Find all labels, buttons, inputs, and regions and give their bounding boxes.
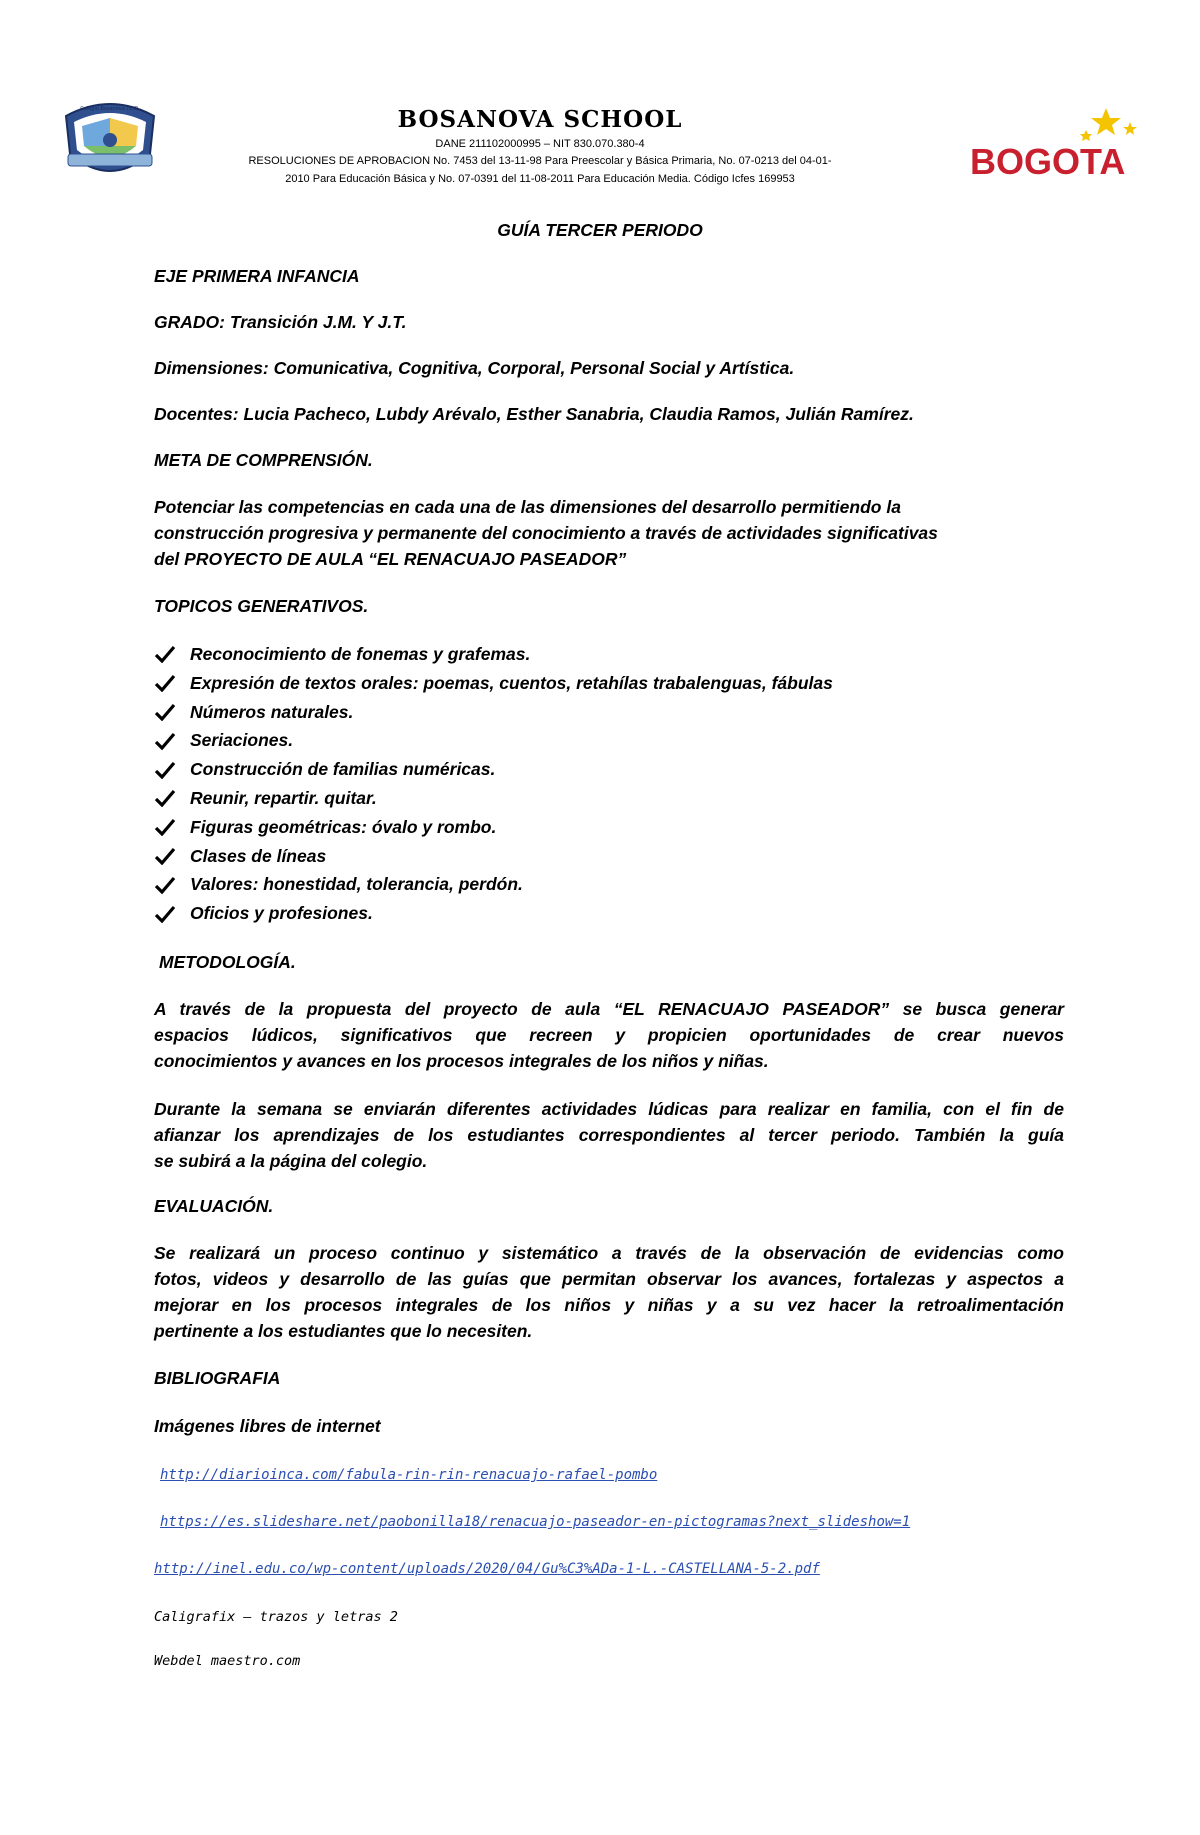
list-item (154, 640, 833, 669)
checkmark-icon (154, 905, 176, 923)
topico-text: Oficios y profesiones. (190, 903, 373, 924)
checkmark-icon (154, 645, 176, 663)
list-item (154, 726, 833, 755)
list-item (154, 813, 833, 842)
topico-text: Seriaciones. (190, 730, 294, 751)
list-item (154, 842, 833, 871)
checkmark-icon (154, 703, 176, 721)
evaluacion-paragraph (154, 1240, 1064, 1344)
bogota-wordmark: BOGOTA (970, 141, 1126, 182)
topico-text: Clases de líneas (190, 845, 327, 866)
webdel-line: Webdel maestro.com (154, 1653, 301, 1669)
list-item (154, 698, 833, 727)
bibliography-link-2[interactable]: https://es.slideshare.net/paobonilla18/renacuajo-paseador-en-pictogramas?next_slideshow=1 (160, 1514, 911, 1530)
dane-nit-line: DANE 211102000995 – NIT 830.070.380-4 (435, 138, 645, 150)
metodologia-line: espacios lúdicos, significativos que recreen y propicien oportunidades de crear nuevos (154, 1025, 1064, 1045)
bibliography-link-1[interactable]: http://diarioinca.com/fabula-rin-rin-renacuajo-rafael-pombo (160, 1467, 658, 1483)
metodologia-line: conocimientos y avances en los procesos integrales de los niños y niñas. (154, 1051, 769, 1071)
list-item (154, 870, 833, 899)
bogota-logo (968, 104, 1148, 196)
list-item (154, 899, 833, 928)
bibliografia-heading: BIBLIOGRAFIA (154, 1368, 281, 1388)
evaluacion-line: pertinente a los estudiantes que lo necesiten. (154, 1321, 533, 1341)
bibliography-link-3[interactable]: http://inel.edu.co/wp-content/uploads/2020/04/Gu%C3%ADa-1-L.-CASTELLANA-5-2.pdf (154, 1561, 820, 1577)
metodologia-line: Durante la semana se enviarán diferentes actividades lúdicas para realizar en familia, con el fin de (154, 1099, 1064, 1119)
topicos-list (154, 640, 833, 928)
topico-text: Figuras geométricas: óvalo y rombo. (190, 816, 497, 837)
metodologia-line: afianzar los aprendizajes de los estudiantes correspondientes al tercer periodo. También la guía (154, 1125, 1064, 1145)
resolutions-line-1: RESOLUCIONES DE APROBACION No. 7453 del 13-11-98 Para Preescolar y Básica Primaria, No. 07-0213 del 04-01- (248, 155, 832, 167)
star-icon (1080, 108, 1137, 141)
grado-line: GRADO: Transición J.M. Y J.T. (154, 312, 407, 332)
evaluacion-heading: EVALUACIÓN. (154, 1196, 274, 1216)
meta-heading: META DE COMPRENSIÓN. (154, 450, 373, 470)
checkmark-icon (154, 789, 176, 807)
topico-text: Reconocimiento de fonemas y grafemas. (190, 644, 531, 664)
caligrafix-line: Caligrafix – trazos y letras 2 (154, 1609, 398, 1625)
topico-text: Números naturales. (190, 701, 354, 722)
topicos-heading: TOPICOS GENERATIVOS. (154, 596, 369, 616)
meta-line: Potenciar las competencias en cada una de las dimensiones del desarrollo permitiendo la (154, 497, 901, 517)
school-crest-logo (60, 96, 160, 184)
checkmark-icon (154, 876, 176, 894)
guide-title: GUÍA TERCER PERIODO (497, 220, 703, 240)
resolutions-line-2: 2010 Para Educación Básica y No. 07-0391 del 11-08-2011 Para Educación Media. Código Icfes 169953 (285, 173, 795, 185)
meta-line: del PROYECTO DE AULA “EL RENACUAJO PASEADOR” (154, 549, 627, 569)
metodologia-paragraph-2 (154, 1096, 1064, 1174)
list-item (154, 755, 833, 784)
metodologia-line: se subirá a la página del colegio. (154, 1151, 428, 1171)
evaluacion-line: Se realizará un proceso continuo y sistemático a través de la observación de evidencias como (154, 1243, 1064, 1263)
topico-text: Reunir, repartir. quitar. (190, 787, 377, 808)
list-item (154, 784, 833, 813)
imagenes-line: Imágenes libres de internet (154, 1416, 381, 1436)
evaluacion-line: fotos, videos y desarrollo de las guías que permitan observar los avances, fortalezas y aspectos a (154, 1269, 1064, 1289)
checkmark-icon (154, 732, 176, 750)
meta-paragraph (154, 494, 1064, 572)
topico-text: Valores: honestidad, tolerancia, perdón. (190, 874, 523, 895)
crest-caption: Colegio Bosanova I.E.D. (80, 106, 140, 112)
topico-text: Expresión de textos orales: poemas, cuentos, retahílas trabalenguas, fábulas (190, 672, 833, 693)
docentes-line: Docentes: Lucia Pacheco, Lubdy Arévalo, Esther Sanabria, Claudia Ramos, Julián Ramírez. (154, 404, 914, 424)
checkmark-icon (154, 818, 176, 836)
checkmark-icon (154, 761, 176, 779)
list-item (154, 669, 833, 698)
metodologia-heading: METODOLOGÍA. (159, 952, 296, 972)
meta-line: construcción progresiva y permanente del conocimiento a través de actividades significativas (154, 523, 938, 543)
dimensiones-line: Dimensiones: Comunicativa, Cognitiva, Corporal, Personal Social y Artística. (154, 358, 795, 378)
school-name: BOSANOVA SCHOOL (397, 106, 683, 133)
checkmark-icon (154, 674, 176, 692)
evaluacion-line: mejorar en los procesos integrales de los niños y niñas y a su vez hacer la retroalimentación (154, 1295, 1064, 1315)
metodologia-paragraph-1 (154, 996, 1064, 1074)
topico-text: Construcción de familias numéricas. (190, 759, 496, 780)
metodologia-line: A través de la propuesta del proyecto de aula “EL RENACUAJO PASEADOR” se busca generar (154, 999, 1064, 1019)
eje-line: EJE PRIMERA INFANCIA (154, 266, 360, 286)
letterhead (150, 106, 930, 188)
checkmark-icon (154, 847, 176, 865)
